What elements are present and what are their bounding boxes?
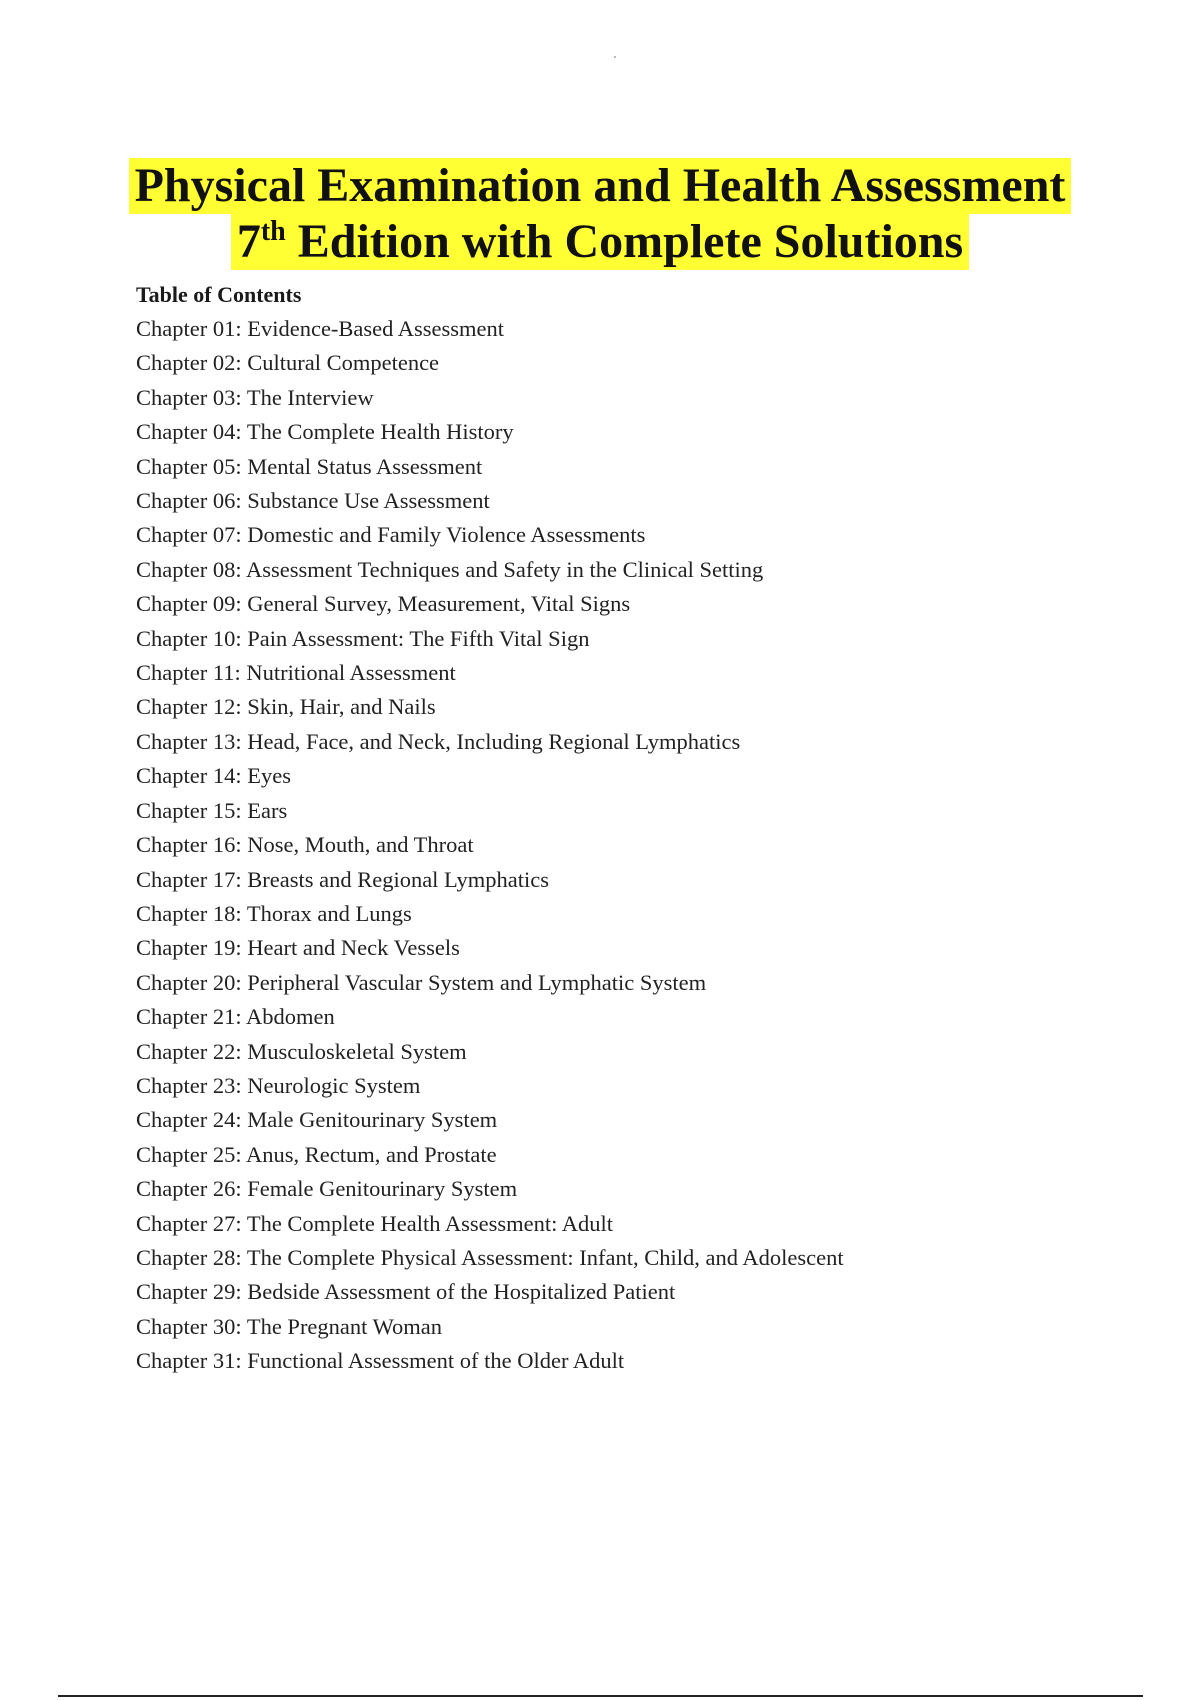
toc-chapter-item: Chapter 10: Pain Assessment: The Fifth Vital Sign	[136, 625, 590, 651]
toc-chapter-item: Chapter 03: The Interview	[136, 384, 374, 410]
toc-chapter-item: Chapter 02: Cultural Competence	[136, 350, 440, 376]
toc-chapter-item: Chapter 27: The Complete Health Assessment: Adult	[136, 1210, 614, 1236]
document-title	[0, 158, 1200, 270]
toc-chapter-item: Chapter 18: Thorax and Lungs	[136, 900, 412, 926]
toc-chapter-item: Chapter 26: Female Genitourinary System	[136, 1176, 518, 1202]
edition-number: 7	[236, 215, 261, 268]
toc-chapter-item: Chapter 06: Substance Use Assessment	[136, 488, 490, 514]
toc-chapter-item: Chapter 01: Evidence-Based Assessment	[136, 316, 505, 341]
title-line-2	[231, 214, 969, 270]
toc-chapter-item: Chapter 21: Abdomen	[136, 1004, 335, 1030]
toc-chapter-item: Chapter 15: Ears	[136, 797, 288, 823]
title-line-2-rest: Edition with Complete Solutions	[285, 215, 964, 268]
toc-chapter-item: Chapter 13: Head, Face, and Neck, Including Regional Lymphatics	[136, 728, 741, 754]
toc-chapter-item: Chapter 05: Mental Status Assessment	[136, 453, 483, 479]
toc-chapter-item: Chapter 28: The Complete Physical Assessment: Infant, Child, and Adolescent	[136, 1244, 844, 1270]
title-line-1: Physical Examination and Health Assessment	[129, 158, 1072, 214]
toc-chapter-item: Chapter 17: Breasts and Regional Lymphatics	[136, 866, 550, 892]
toc-chapter-item: Chapter 07: Domestic and Family Violence Assessments	[136, 522, 646, 548]
toc-chapter-item: Chapter 19: Heart and Neck Vessels	[136, 935, 460, 961]
toc-chapter-item: Chapter 24: Male Genitourinary System	[136, 1107, 498, 1133]
scan-speck	[614, 56, 616, 58]
table-of-contents	[136, 278, 1136, 1379]
toc-chapter-item: Chapter 04: The Complete Health History	[136, 419, 514, 445]
toc-chapter-item: Chapter 09: General Survey, Measurement, Vital Signs	[136, 591, 631, 617]
toc-heading: Table of Contents	[136, 282, 302, 307]
toc-chapter-item: Chapter 29: Bedside Assessment of the Hospitalized Patient	[136, 1279, 676, 1305]
toc-chapter-item: Chapter 12: Skin, Hair, and Nails	[136, 694, 436, 720]
toc-chapter-item: Chapter 14: Eyes	[136, 763, 291, 789]
toc-chapter-item: Chapter 11: Nutritional Assessment	[136, 660, 456, 686]
edition-ordinal-suffix: th	[260, 216, 286, 247]
toc-chapter-item: Chapter 23: Neurologic System	[136, 1072, 421, 1098]
chapter-list	[136, 312, 1136, 1379]
toc-chapter-item: Chapter 25: Anus, Rectum, and Prostate	[136, 1141, 497, 1167]
toc-chapter-item: Chapter 30: The Pregnant Woman	[136, 1313, 443, 1339]
toc-chapter-item: Chapter 16: Nose, Mouth, and Throat	[136, 832, 474, 858]
toc-chapter-item: Chapter 31: Functional Assessment of the Older Adult	[136, 1348, 625, 1374]
toc-chapter-item: Chapter 20: Peripheral Vascular System and Lymphatic System	[136, 969, 707, 995]
toc-chapter-item: Chapter 08: Assessment Techniques and Safety in the Clinical Setting	[136, 556, 764, 582]
toc-chapter-item: Chapter 22: Musculoskeletal System	[136, 1038, 467, 1064]
footer-rule	[58, 1695, 1143, 1697]
